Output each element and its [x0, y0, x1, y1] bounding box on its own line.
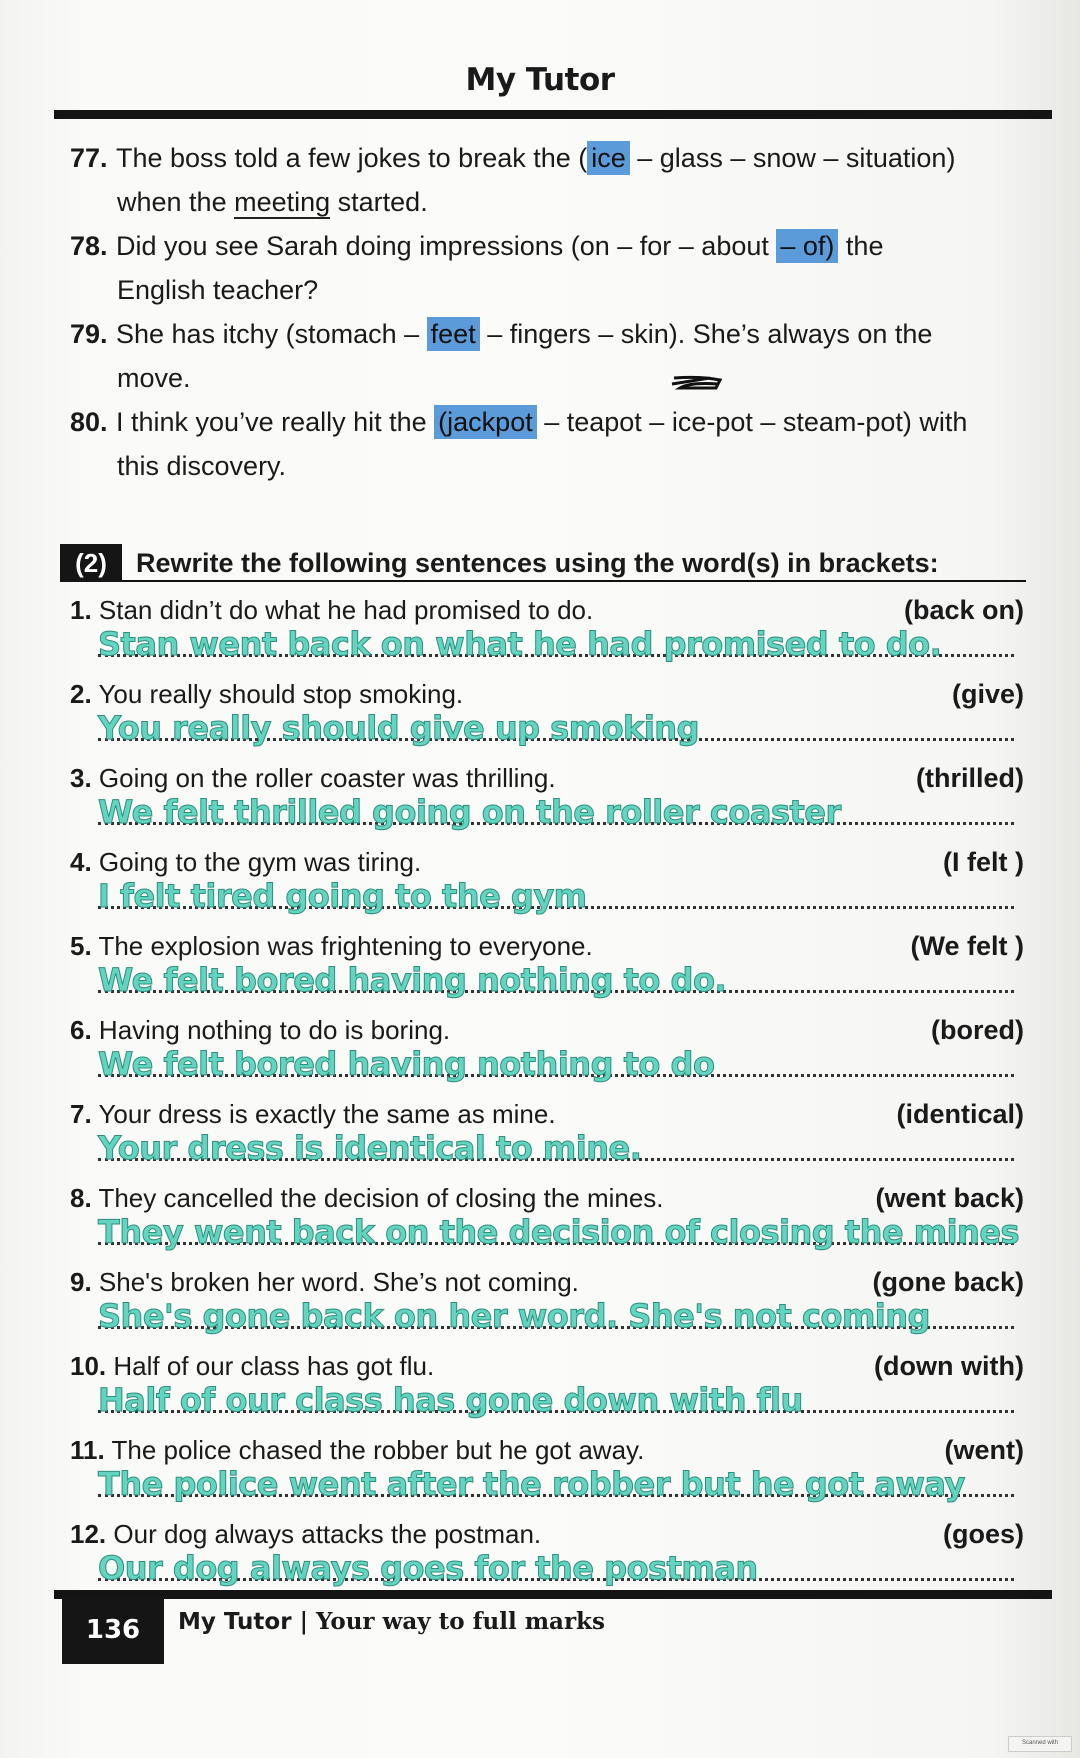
exercise-sentence: Going on the roller coaster was thrilling.	[91, 763, 556, 793]
exercise-sentence: Your dress is exactly the same as mine.	[91, 1099, 556, 1129]
bracket-hint: (down with)	[874, 1351, 1024, 1381]
exercise-item	[70, 1348, 1030, 1432]
section-number-badge: (2)	[60, 544, 122, 582]
bracket-hint: (identical)	[896, 1099, 1024, 1129]
exercise-sentence: You really should stop smoking.	[91, 679, 464, 709]
section-title: Rewrite the following sentences using the word(s) in brackets:	[136, 548, 939, 578]
exercise-number: 2.	[70, 679, 92, 709]
underlined-word: meeting	[234, 187, 331, 217]
scanner-watermark: Scanned with	[1008, 1736, 1072, 1752]
exercise-item	[70, 676, 1030, 760]
exercise-number: 10.	[70, 1351, 107, 1381]
exercise-number: 12.	[70, 1519, 107, 1549]
bracket-hint: (We felt )	[910, 931, 1024, 961]
exercise-sentence: The explosion was frightening to everyone.	[91, 931, 593, 961]
bracket-hint: (I felt )	[943, 847, 1024, 877]
handwritten-answer: You really should give up smoking	[98, 709, 699, 747]
answer-highlight: ice	[587, 141, 630, 175]
footer-rule	[54, 1590, 1052, 1599]
footer-text: My Tutor | Your way to full marks	[178, 1608, 605, 1635]
exercise-item	[70, 1012, 1030, 1096]
exercise-sentence: Going to the gym was tiring.	[91, 847, 422, 877]
exercise-item	[70, 1516, 1030, 1600]
header-rule	[54, 110, 1052, 119]
footer-slogan: Your way to full marks	[315, 1608, 605, 1635]
answer-highlight: (jackpot	[434, 405, 537, 439]
exercise-sentence: She's broken her word. She’s not coming.	[91, 1267, 579, 1297]
exercise-number: 6.	[70, 1015, 92, 1045]
exercise-number: 7.	[70, 1099, 92, 1129]
handwritten-answer: We felt bored having nothing to do	[98, 1045, 715, 1083]
footer-brand: My Tutor	[178, 1609, 292, 1635]
exercise-sentence: Our dog always attacks the postman.	[106, 1519, 542, 1549]
handwritten-answer: They went back on the decision of closing the mines	[98, 1213, 1020, 1251]
exercise-sentence: The police chased the robber but he got away.	[104, 1435, 645, 1465]
handwritten-answer: Our dog always goes for the postman	[98, 1549, 758, 1587]
handwritten-answer: We felt bored having nothing to do.	[98, 961, 727, 999]
exercise-number: 8.	[70, 1183, 92, 1213]
exercise-item	[70, 1180, 1030, 1264]
exercise-number: 9.	[70, 1267, 92, 1297]
exercise-number: 1.	[70, 595, 92, 625]
exercise-sentence: Having nothing to do is boring.	[91, 1015, 451, 1045]
question-79: 79. She has itchy (stomach – feet – fingers – skin). She’s always on the move.	[70, 319, 933, 393]
question-78: 78. Did you see Sarah doing impressions (on – for – about – of) the English teacher?	[70, 231, 884, 305]
page-title: My Tutor	[465, 62, 615, 98]
answer-highlight: feet	[427, 317, 480, 351]
bracket-hint: (back on)	[903, 595, 1024, 625]
exercise-item	[70, 844, 1030, 928]
handwritten-answer: Half of our class has gone down with flu	[98, 1381, 803, 1419]
handwritten-answer: The police went after the robber but he got away	[98, 1465, 965, 1503]
exercise-item	[70, 1432, 1030, 1516]
exercise-number: 3.	[70, 763, 92, 793]
exercise-sentence: Stan didn’t do what he had promised to do.	[91, 595, 594, 625]
handwritten-answer: I felt tired going to the gym	[98, 877, 587, 915]
handwritten-answer: Stan went back on what he had promised to do.	[98, 625, 942, 663]
exercise-sentence: They cancelled the decision of closing the mines.	[91, 1183, 664, 1213]
bracket-hint: (bored)	[931, 1015, 1024, 1045]
exercise-item	[70, 1264, 1030, 1348]
bracket-hint: (goes)	[943, 1519, 1024, 1549]
exercise-item	[70, 928, 1030, 1012]
exercise-sentence: Half of our class has got flu.	[106, 1351, 435, 1381]
exercise-item	[70, 760, 1030, 844]
exercise-number: 5.	[70, 931, 92, 961]
pen-scribble-mark	[670, 370, 724, 394]
bracket-hint: (went)	[944, 1435, 1024, 1465]
exercise-number: 11.	[70, 1435, 105, 1465]
exercise-item	[70, 592, 1030, 676]
bracket-hint: (went back)	[875, 1183, 1024, 1213]
bracket-hint: (give)	[951, 679, 1024, 709]
handwritten-answer: She's gone back on her word. She's not coming	[98, 1297, 930, 1335]
question-80: 80. I think you’ve really hit the (jackpot – teapot – ice-pot – steam-pot) with this discovery.	[70, 407, 968, 481]
page-number: 136	[62, 1596, 164, 1664]
exercise-number: 4.	[70, 847, 92, 877]
exercise-item	[70, 1096, 1030, 1180]
bracket-hint: (thrilled)	[916, 763, 1024, 793]
answer-highlight: – of)	[776, 229, 838, 263]
bracket-hint: (gone back)	[872, 1267, 1024, 1297]
handwritten-answer: We felt thrilled going on the roller coaster	[98, 793, 841, 831]
section-heading	[60, 544, 1026, 582]
question-77: 77. The boss told a few jokes to break the ( ice – glass – snow – situation) when the meeting started.	[70, 143, 956, 217]
handwritten-answer: Your dress is identical to mine.	[98, 1129, 642, 1167]
